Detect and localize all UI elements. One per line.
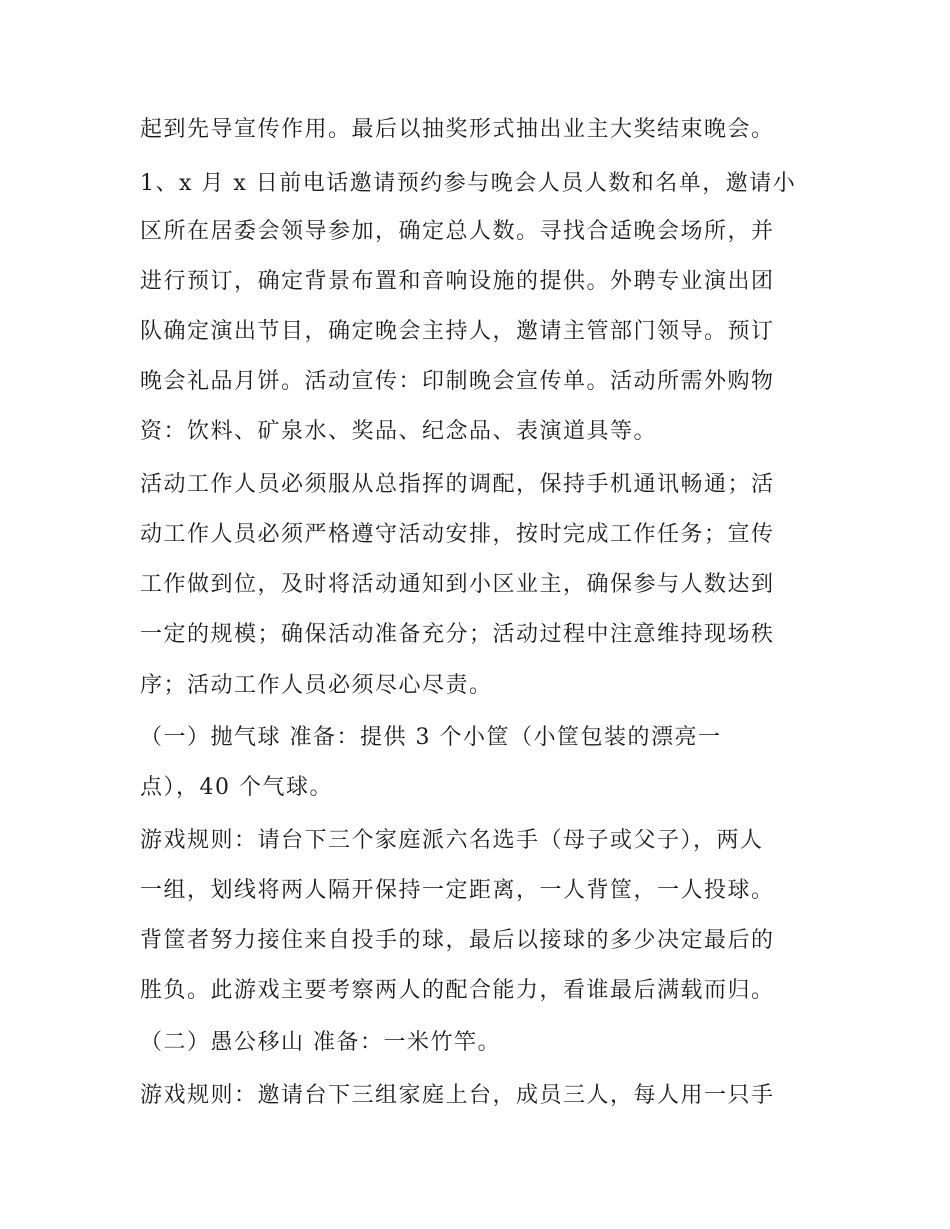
text-line: 序；活动工作人员必须尽心尽责。 — [140, 673, 493, 698]
text-line: 点），40 个气球。 — [140, 775, 333, 800]
text-line: 动工作人员必须严格遵守活动安排，按时完成工作任务；宣传 — [140, 522, 775, 547]
text-line: 胜负。此游戏主要考察两人的配合能力，看谁最后满载而归。 — [140, 978, 775, 1003]
text-line: 背筐者努力接住来自投手的球，最后以接球的多少决定最后的 — [140, 928, 775, 953]
text-line: （一）抛气球 准备：提供 3 个小筐（小筐包装的漂亮一 — [140, 725, 722, 750]
text-line: 一组，划线将两人隔开保持一定距离，一人背筐，一人投球。 — [140, 878, 775, 903]
text-line: 资：饮料、矿泉水、奖品、纪念品、表演道具等。 — [140, 419, 658, 444]
text-line: 游戏规则：请台下三个家庭派六名选手（母子或父子），两人 — [140, 828, 764, 853]
text-line: 起到先导宣传作用。最后以抽奖形式抽出业主大奖结束晚会。 — [140, 117, 775, 142]
text-line: 区所在居委会领导参加，确定总人数。寻找合适晚会场所，并 — [140, 219, 775, 244]
text-line: 1、x 月 x 日前电话邀请预约参与晚会人员人数和名单，邀请小 — [140, 171, 797, 196]
text-line: 晚会礼品月饼。活动宣传：印制晚会宣传单。活动所需外购物 — [140, 369, 775, 394]
text-line: （二）愚公移山 准备：一米竹竿。 — [140, 1030, 501, 1055]
text-line: 一定的规模；确保活动准备充分；活动过程中注意维持现场秩 — [140, 622, 775, 647]
text-line: 进行预订，确定背景布置和音响设施的提供。外聘专业演出团 — [140, 269, 775, 294]
text-line: 工作做到位，及时将活动通知到小区业主，确保参与人数达到 — [140, 572, 775, 597]
text-line: 活动工作人员必须服从总指挥的调配，保持手机通讯畅通；活 — [140, 472, 775, 497]
text-line: 游戏规则：邀请台下三组家庭上台，成员三人，每人用一只手 — [140, 1083, 775, 1108]
text-line: 队确定演出节目，确定晚会主持人，邀请主管部门领导。预订 — [140, 319, 775, 344]
